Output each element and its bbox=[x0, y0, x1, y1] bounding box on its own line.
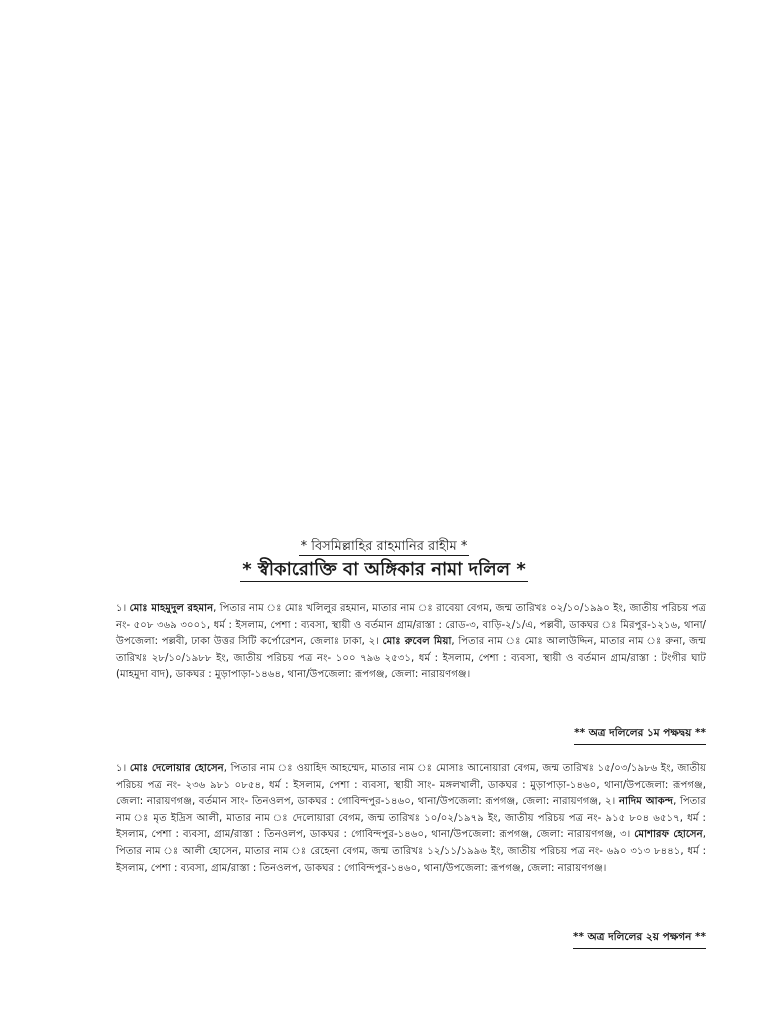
second-party-3-details: , পিতার নাম ঃ আলী হোসেন, মাতার নাম ঃ রেহেনা বেগম, জন্ম তারিখঃ ১২/১১/১৯৯৬ ইং, জাতীয় পরিচয় পত্র নং- ৬৯০ ৩১৩ ৮৪৪১, ধর্ম : ইসলাম, পেশা : ব্যবসা, গ্রাম/রাস্তা : তিনওলপ, ডাকঘর : গোবিন্দপুর-১৪৬০, থানা/উপজেলা: রূপগঞ্জ, জেলা: নারায়ণগঞ্জ। bbox=[116, 829, 706, 874]
second-party-label: ** অত্র দলিলের ২য় পক্ষগন ** bbox=[573, 930, 706, 949]
second-party-1-number: ১। bbox=[116, 763, 130, 774]
second-party-3-number: ৩। bbox=[620, 829, 635, 841]
first-party-2-name: মোঃ রুবেল মিয়া bbox=[382, 636, 452, 648]
second-party-2-details: , পিতার নাম ঃ মৃত ইদ্রিস আলী, মাতার নাম ঃ দেলোয়ারা বেগম, জন্ম তারিখঃ ১০/০২/১৯৭৯ ইং, জাতীয় পরিচয় পত্র নং- ৯১৫ ৮০৪ ৬৫১৭, ধর্ম : ইসলাম, পেশা : ব্যবসা, গ্রাম/রাস্তা : তিনওলপ, ডাকঘর : গোবিন্দপুর-১৪৬০, থানা/উপজেলা: রূপগঞ্জ, জেলা: নারায়ণগঞ্জ, bbox=[116, 796, 706, 841]
first-party-label: ** অত্র দলিলের ১ম পক্ষদ্বয় ** bbox=[574, 726, 706, 745]
second-party-paragraph bbox=[116, 761, 706, 877]
second-party-1-details: , পিতার নাম ঃ ওয়াহিদ আহম্মেদ, মাতার নাম ঃ মোসাঃ আনোয়ারা বেগম, জন্ম তারিখঃ ১৫/০৩/১৯৮৬ ইং, জাতীয় পরিচয় পত্র নং- ২৩৬ ৯৮১ ০৮৫৪, ধর্ম : ইসলাম, পেশা : ব্যবসা, স্থায়ী সাং- মঙ্গলখালী, ডাকঘর : মুড়াপাড়া-১৪৬০, থানা/উপজেলা: রূপগঞ্জ, জেলা: নারায়ণগঞ্জ, বর্তমান সাং- তিনওলপ, ডাকঘর : গোবিন্দপুর-১৪৬০, থানা/উপজেলা: রূপগঞ্জ, জেলা: নারায়ণগঞ্জ, bbox=[116, 763, 707, 808]
second-party-1-name: মোঃ দেলোয়ার হোসেন bbox=[129, 763, 224, 774]
document-title-text: * স্বীকারোক্তি বা অঙ্গিকার নামা দলিল * bbox=[242, 559, 526, 580]
first-party-1-name: মোঃ মাহমুদুল রহমান bbox=[129, 603, 214, 614]
first-party-2-details: , পিতার নাম ঃ মোঃ আলাউদ্দিন, মাতার নাম ঃ রুনা, জন্ম তারিখঃ ২৮/১০/১৯৮৮ ইং, জাতীয় পরিচয় পত্র নং- ১০০ ৭৯৬ ২৫৩১, ধর্ম : ইসলাম, পেশা : ব্যবসা, স্থায়ী ও বর্তমান গ্রাম/রাস্তা : টংগীর ঘাট (মাহমুদা বাদ), ডাকঘর : মুড়াপাড়া-১৪৬৪, থানা/উপজেলা: রূপগঞ্জ, জেলা: নারায়ণগঞ্জ। bbox=[116, 636, 707, 681]
second-party-2-number: ২। bbox=[605, 796, 619, 808]
document-title bbox=[0, 555, 768, 586]
bismillah-text: * বিসমিল্লাহির রাহমানির রাহীম * bbox=[300, 539, 468, 554]
second-party-2-name: নাদিম আকন্দ bbox=[618, 796, 674, 808]
second-party-3-name: মোশারফ হোসেন bbox=[634, 829, 703, 841]
first-party-2-number: ২। bbox=[368, 636, 383, 648]
first-party-paragraph bbox=[116, 601, 706, 684]
first-party-1-number: ১। bbox=[116, 603, 130, 614]
first-party-1-details: , পিতার নাম ঃ মোঃ খলিলুর রহমান, মাতার নাম ঃ রাবেয়া বেগম, জন্ম তারিখঃ ০২/১০/১৯৯০ ইং, জাতীয় পরিচয় পত্র নং- ৫০৮ ৩৬৯ ৩০০১, ধর্ম : ইসলাম, পেশা : ব্যবসা, স্থায়ী ও বর্তমান গ্রাম/রাস্তা : রোড-৩, বাড়ি-২/১/এ, পল্লবী, ডাকঘর ঃ মিরপুর-১২১৬, থানা/উপজেলা: পল্লবী, ঢাকা উত্তর সিটি কর্পোরেশন, জেলাঃ ঢাকা, bbox=[116, 603, 706, 648]
